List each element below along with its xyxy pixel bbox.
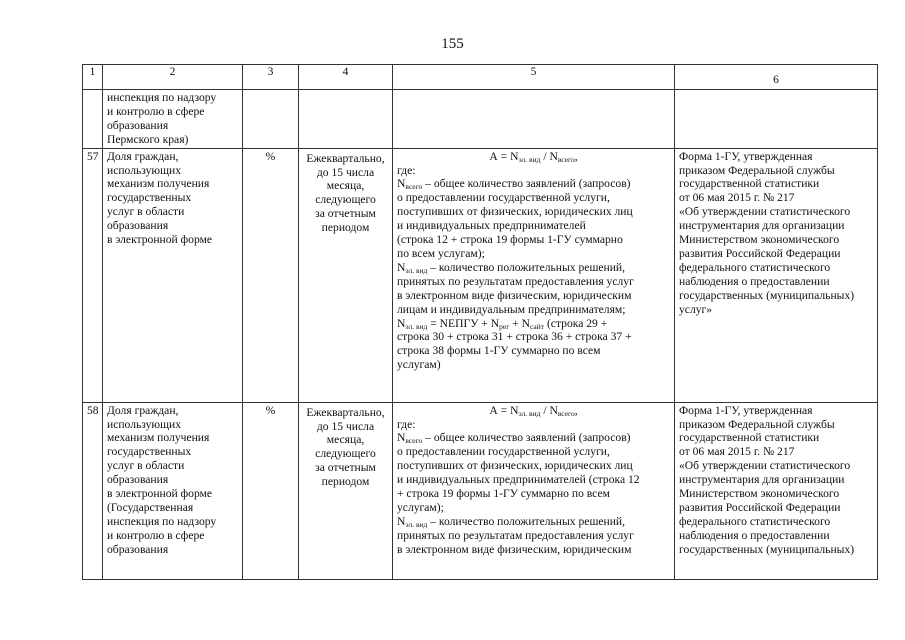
continuation-name: инспекция по надзору и контролю в сфере образования Пермского края) <box>103 90 243 149</box>
header-col-4: 4 <box>299 65 393 90</box>
indicator-name: Доля граждан, использующих механизм получения государственных услуг в области образования в электронной форме (Государственная инспекция по надзору и контролю в сфере образования <box>103 402 243 579</box>
data-source: Форма 1-ГУ, утвержденная приказом Федеральной службы государственной статистики от 06 мая 2015 г. № 217 «Об утверждении статистического инструментария для организации Министерством экономического развития Российской Федерации федерального статистического наблюдения о предоставлении государственных (муниципальных) <box>675 402 878 579</box>
table-row <box>83 148 878 402</box>
header-col-5: 5 <box>393 65 675 90</box>
table-row <box>83 402 878 579</box>
indicators-table <box>82 64 878 580</box>
header-col-1: 1 <box>83 65 103 90</box>
row-number: 57 <box>83 148 103 402</box>
data-source: Форма 1-ГУ, утвержденная приказом Федеральной службы государственной статистики от 06 мая 2015 г. № 217 «Об утверждении статистического инструментария для организации Министерством экономического развития Российской Федерации федерального статистического наблюдения о предоставлении государственных (муниципальных) услуг» <box>675 148 878 402</box>
calculation-method: $А = N_{эл. вид} / N_{всего}$, где: $N_{всего}$ – общее количество заявлений (запросов) о предоставлении государственной услуги, поступивших от физических, юридических лиц и индивидуальных предпринимателей (строка 12 + строка 19 формы 1-ГУ суммарно по всем услугам); $N_{эл. вид}$ – количество положительных решений, принятых по результатам предоставления услуг в электронном виде физическим, юридическим лицам и индивидуальным предпринимателям; $N_{эл. вид}$ = NЕПГУ + $N_{рег} + N_{сайт}$ (строка 29 + строка 30 + строка 31 + строка 36 + строка 37 + строка 38 формы 1-ГУ суммарно по всем услугам) <box>393 148 675 402</box>
period: Ежеквартально, до 15 числа месяца, следующего за отчетным периодом <box>299 402 393 579</box>
header-col-2: 2 <box>103 65 243 90</box>
header-row <box>83 65 878 90</box>
indicator-name: Доля граждан, использующих механизм получения государственных услуг в области образования в электронной форме <box>103 148 243 402</box>
unit: % <box>243 402 299 579</box>
calculation-method: $А = N_{эл. вид} / N_{всего}$, где: $N_{всего}$ – общее количество заявлений (запросов) о предоставлении государственной услуги, поступивших от физических, юридических лиц и индивидуальных предпринимателей (строка 12 + строка 19 формы 1-ГУ суммарно по всем услугам); $N_{эл. вид}$ – количество положительных решений, принятых по результатам предоставления услуг в электронном виде физическим, юридическим <box>393 402 675 579</box>
header-col-3: 3 <box>243 65 299 90</box>
period: Ежеквартально, до 15 числа месяца, следующего за отчетным периодом <box>299 148 393 402</box>
page-number: 155 <box>441 36 464 52</box>
continuation-row <box>83 90 878 149</box>
unit: % <box>243 148 299 402</box>
row-number: 58 <box>83 402 103 579</box>
formula: $А = N_{эл. вид} / N_{всего}$, <box>489 403 578 418</box>
header-col-6: 6 <box>675 65 878 90</box>
formula: $А = N_{эл. вид} / N_{всего}$, <box>489 149 578 164</box>
